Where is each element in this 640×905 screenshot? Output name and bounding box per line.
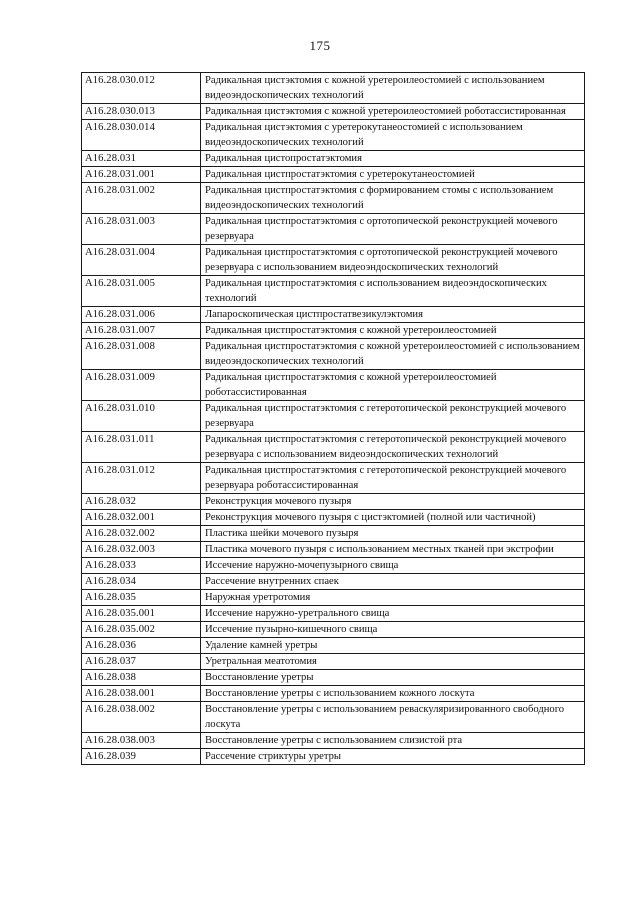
procedure-name: Иссечение пузырно-кишечного свища <box>201 622 585 638</box>
procedure-code: A16.28.031.008 <box>82 339 201 370</box>
procedure-name: Радикальная цистпростатэктомия с гетеротопической реконструкцией мочевого резервуара с использованием видеоэндоскопических технологий <box>201 432 585 463</box>
procedure-code: A16.28.035.002 <box>82 622 201 638</box>
table-row <box>82 606 585 622</box>
table-row <box>82 733 585 749</box>
table-row <box>82 542 585 558</box>
procedure-code: A16.28.031 <box>82 151 201 167</box>
table-row <box>82 702 585 733</box>
procedure-name: Радикальная цистпростатэктомия с ортотопической реконструкцией мочевого резервуара с использованием видеоэндоскопических технологий <box>201 245 585 276</box>
procedure-name: Радикальная цистэктомия с кожной уретероилеостомией с использованием видеоэндоскопических технологий <box>201 73 585 104</box>
procedure-code: A16.28.032.003 <box>82 542 201 558</box>
procedure-code: A16.28.030.012 <box>82 73 201 104</box>
procedure-code: A16.28.035.001 <box>82 606 201 622</box>
table-row <box>82 432 585 463</box>
procedure-name: Восстановление уретры с использованием слизистой рта <box>201 733 585 749</box>
table-row <box>82 463 585 494</box>
table-row <box>82 686 585 702</box>
procedure-code: A16.28.031.006 <box>82 307 201 323</box>
procedure-name: Уретральная меатотомия <box>201 654 585 670</box>
procedure-code: A16.28.035 <box>82 590 201 606</box>
table-row <box>82 339 585 370</box>
procedure-name: Рассечение стриктуры уретры <box>201 749 585 765</box>
procedure-code: A16.28.031.003 <box>82 214 201 245</box>
procedure-code: A16.28.038.001 <box>82 686 201 702</box>
procedure-name: Радикальная цистпростатэктомия с гетеротопической реконструкцией мочевого резервуара <box>201 401 585 432</box>
procedure-name: Пластика мочевого пузыря с использованием местных тканей при экстрофии <box>201 542 585 558</box>
procedure-name: Радикальная цистпростатэктомия с кожной уретероилеостомией роботассистированная <box>201 370 585 401</box>
table-row <box>82 183 585 214</box>
table-row <box>82 574 585 590</box>
procedure-code: A16.28.031.005 <box>82 276 201 307</box>
table-row <box>82 654 585 670</box>
procedure-name: Лапароскопическая цистпростатвезикулэктомия <box>201 307 585 323</box>
table-row <box>82 749 585 765</box>
table-row <box>82 370 585 401</box>
procedure-code: A16.28.032.001 <box>82 510 201 526</box>
table-row <box>82 638 585 654</box>
table-row <box>82 73 585 104</box>
procedure-name: Радикальная цистпростатэктомия с кожной уретероилеостомией с использованием видеоэндоскопических технологий <box>201 339 585 370</box>
table-row <box>82 307 585 323</box>
procedures-table <box>81 72 585 765</box>
procedure-code: A16.28.033 <box>82 558 201 574</box>
procedure-code: A16.28.038.003 <box>82 733 201 749</box>
table-row <box>82 167 585 183</box>
table-row <box>82 151 585 167</box>
procedure-code: A16.28.032 <box>82 494 201 510</box>
table-row <box>82 558 585 574</box>
procedure-name: Радикальная цистэктомия с кожной уретероилеостомией роботассистированная <box>201 104 585 120</box>
procedure-name: Реконструкция мочевого пузыря с цистэктомией (полной или частичной) <box>201 510 585 526</box>
page-number: 175 <box>309 38 331 53</box>
procedure-name: Радикальная цистэктомия с уретерокутанеостомией с использованием видеоэндоскопических технологий <box>201 120 585 151</box>
table-row <box>82 670 585 686</box>
procedure-name: Иссечение наружно-уретрального свища <box>201 606 585 622</box>
table-row <box>82 104 585 120</box>
procedure-name: Радикальная цистпростатэктомия с ортотопической реконструкцией мочевого резервуара <box>201 214 585 245</box>
table-row <box>82 245 585 276</box>
table-row <box>82 401 585 432</box>
procedure-code: A16.28.038 <box>82 670 201 686</box>
procedure-name: Восстановление уретры с использованием кожного лоскута <box>201 686 585 702</box>
table-row <box>82 214 585 245</box>
procedure-code: A16.28.031.002 <box>82 183 201 214</box>
procedure-name: Радикальная цистпростатэктомия с кожной уретероилеостомией <box>201 323 585 339</box>
procedure-name: Радикальная цистпростатэктомия с гетеротопической реконструкцией мочевого резервуара роботассистированная <box>201 463 585 494</box>
procedure-code: A16.28.030.014 <box>82 120 201 151</box>
procedure-name: Удаление камней уретры <box>201 638 585 654</box>
table-row <box>82 526 585 542</box>
procedure-code: A16.28.031.012 <box>82 463 201 494</box>
table-row <box>82 590 585 606</box>
table-row <box>82 622 585 638</box>
procedure-code: A16.28.036 <box>82 638 201 654</box>
procedure-code: A16.28.031.004 <box>82 245 201 276</box>
procedure-code: A16.28.032.002 <box>82 526 201 542</box>
procedure-code: A16.28.031.007 <box>82 323 201 339</box>
procedure-code: A16.28.031.009 <box>82 370 201 401</box>
procedure-name: Радикальная цистпростатэктомия с уретерокутанеостомией <box>201 167 585 183</box>
table-row <box>82 276 585 307</box>
procedure-code: A16.28.037 <box>82 654 201 670</box>
procedure-code: A16.28.031.010 <box>82 401 201 432</box>
table-row <box>82 120 585 151</box>
procedure-name: Радикальная цистопростатэктомия <box>201 151 585 167</box>
procedure-name: Восстановление уретры <box>201 670 585 686</box>
procedure-code: A16.28.039 <box>82 749 201 765</box>
procedures-table-body <box>82 73 585 765</box>
table-row <box>82 494 585 510</box>
procedure-name: Радикальная цистпростатэктомия с использованием видеоэндоскопических технологий <box>201 276 585 307</box>
procedure-code: A16.28.038.002 <box>82 702 201 733</box>
procedure-name: Реконструкция мочевого пузыря <box>201 494 585 510</box>
procedure-name: Рассечение внутренних спаек <box>201 574 585 590</box>
table-row <box>82 510 585 526</box>
procedure-code: A16.28.030.013 <box>82 104 201 120</box>
procedure-code: A16.28.031.001 <box>82 167 201 183</box>
procedure-name: Наружная уретротомия <box>201 590 585 606</box>
procedure-code: A16.28.034 <box>82 574 201 590</box>
procedure-name: Иссечение наружно-мочепузырного свища <box>201 558 585 574</box>
table-row <box>82 323 585 339</box>
procedure-code: A16.28.031.011 <box>82 432 201 463</box>
procedure-name: Радикальная цистпростатэктомия с формированием стомы с использованием видеоэндоскопических технологий <box>201 183 585 214</box>
procedure-name: Восстановление уретры с использованием реваскуляризированного свободного лоскута <box>201 702 585 733</box>
procedure-name: Пластика шейки мочевого пузыря <box>201 526 585 542</box>
